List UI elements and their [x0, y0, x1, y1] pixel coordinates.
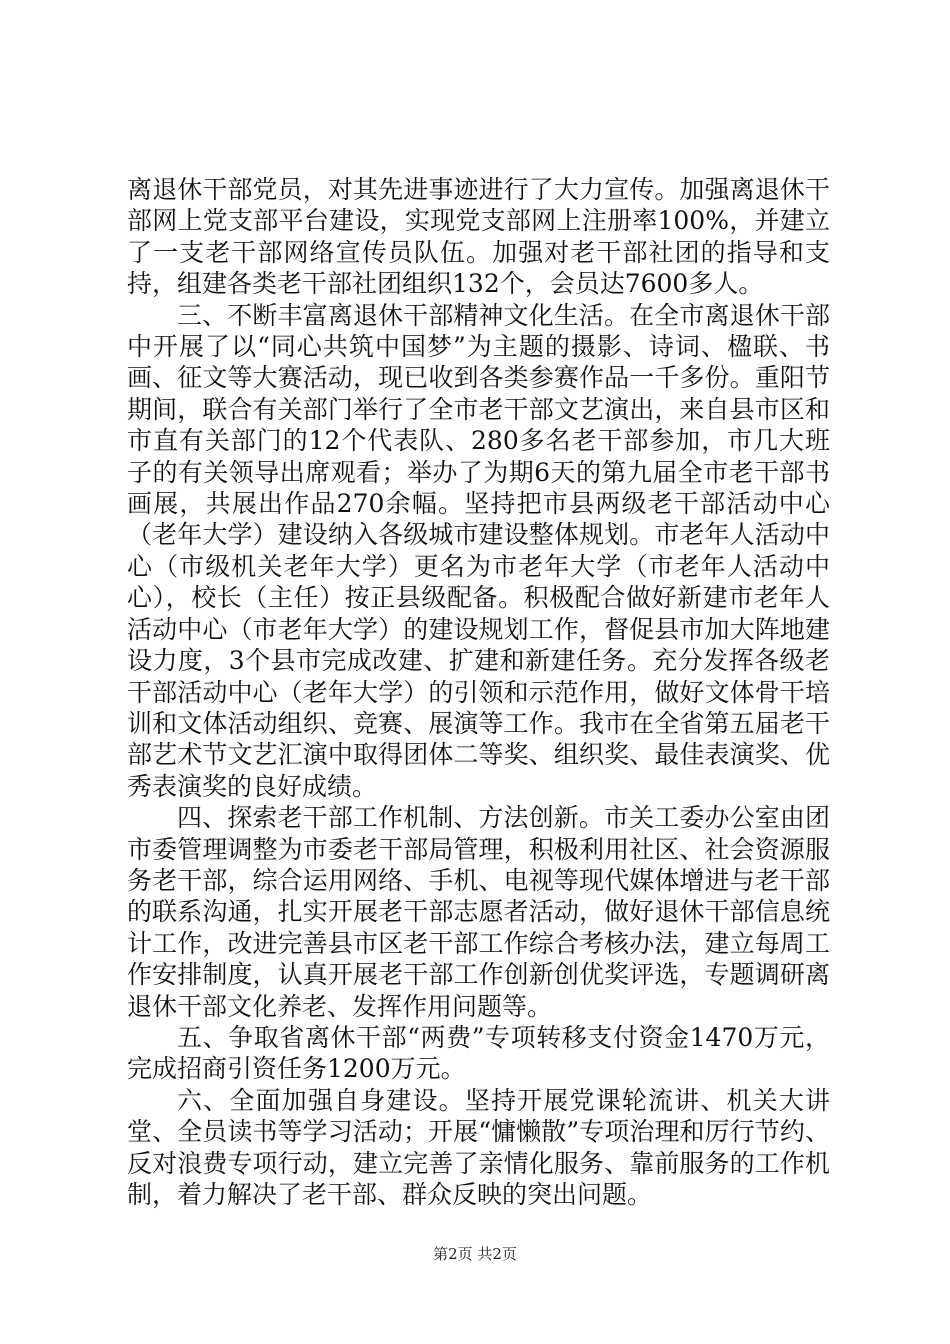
page-number: 第2页 共2页 [433, 1245, 517, 1263]
paragraph-section-6: 六、全面加强自身建设。坚持开展党课轮流讲、机关大讲堂、全员读书等学习活动；开展“慵懒散”专项治理和厉行节约、反对浪费专项行动，建立完善了亲情化服务、靠前服务的工作机制，着力解决了老干部、群众反映的突出问题。 [127, 1085, 830, 1209]
paragraph-section-5: 五、争取省离休干部“两费”专项转移支付资金1470万元，完成招商引资任务1200万元。 [127, 1022, 830, 1084]
paragraph-continuation: 离退休干部党员，对其先进事迹进行了大力宣传。加强离退休干部网上党支部平台建设，实现党支部网上注册率100%，并建立了一支老干部网络宣传员队伍。加强对老干部社团的指导和支持，组建各类老干部社团组织132个，会员达7600多人。 [127, 175, 830, 299]
paragraph-section-3: 三、不断丰富离退休干部精神文化生活。在全市离退休干部中开展了以“同心共筑中国梦”为主题的摄影、诗词、楹联、书画、征文等大赛活动，现已收到各类参赛作品一千多份。重阳节期间，联合有关部门举行了全市老干部文艺演出，来自县市区和市直有关部门的12个代表队、280多名老干部参加，市几大班子的有关领导出席观看；举办了为期6天的第九届全市老干部书画展，共展出作品270余幅。坚持把市县两级老干部活动中心（老年大学）建设纳入各级城市建设整体规划。市老年人活动中心（市级机关老年大学）更名为市老年大学（市老年人活动中心），校长（主任）按正县级配备。积极配合做好新建市老年人活动中心（市老年大学）的建设规划工作，督促县市加大阵地建设力度，3个县市完成改建、扩建和新建任务。充分发挥各级老干部活动中心（老年大学）的引领和示范作用，做好文体骨干培训和文体活动组织、竞赛、展演等工作。我市在全省第五届老干部艺术节文艺汇演中取得团体二等奖、组织奖、最佳表演奖、优秀表演奖的良好成绩。 [127, 300, 830, 801]
page-footer [0, 1243, 950, 1264]
paragraph-section-4: 四、探索老干部工作机制、方法创新。市关工委办公室由团市委管理调整为市委老干部局管理，积极利用社区、社会资源服务老干部，综合运用网络、手机、电视等现代媒体增进与老干部的联系沟通，扎实开展老干部志愿者活动，做好退休干部信息统计工作，改进完善县市区老干部工作综合考核办法，建立每周工作安排制度，认真开展老干部工作创新创优奖评选，专题调研离退休干部文化养老、发挥作用问题等。 [127, 803, 830, 1021]
document-body [127, 174, 830, 1210]
